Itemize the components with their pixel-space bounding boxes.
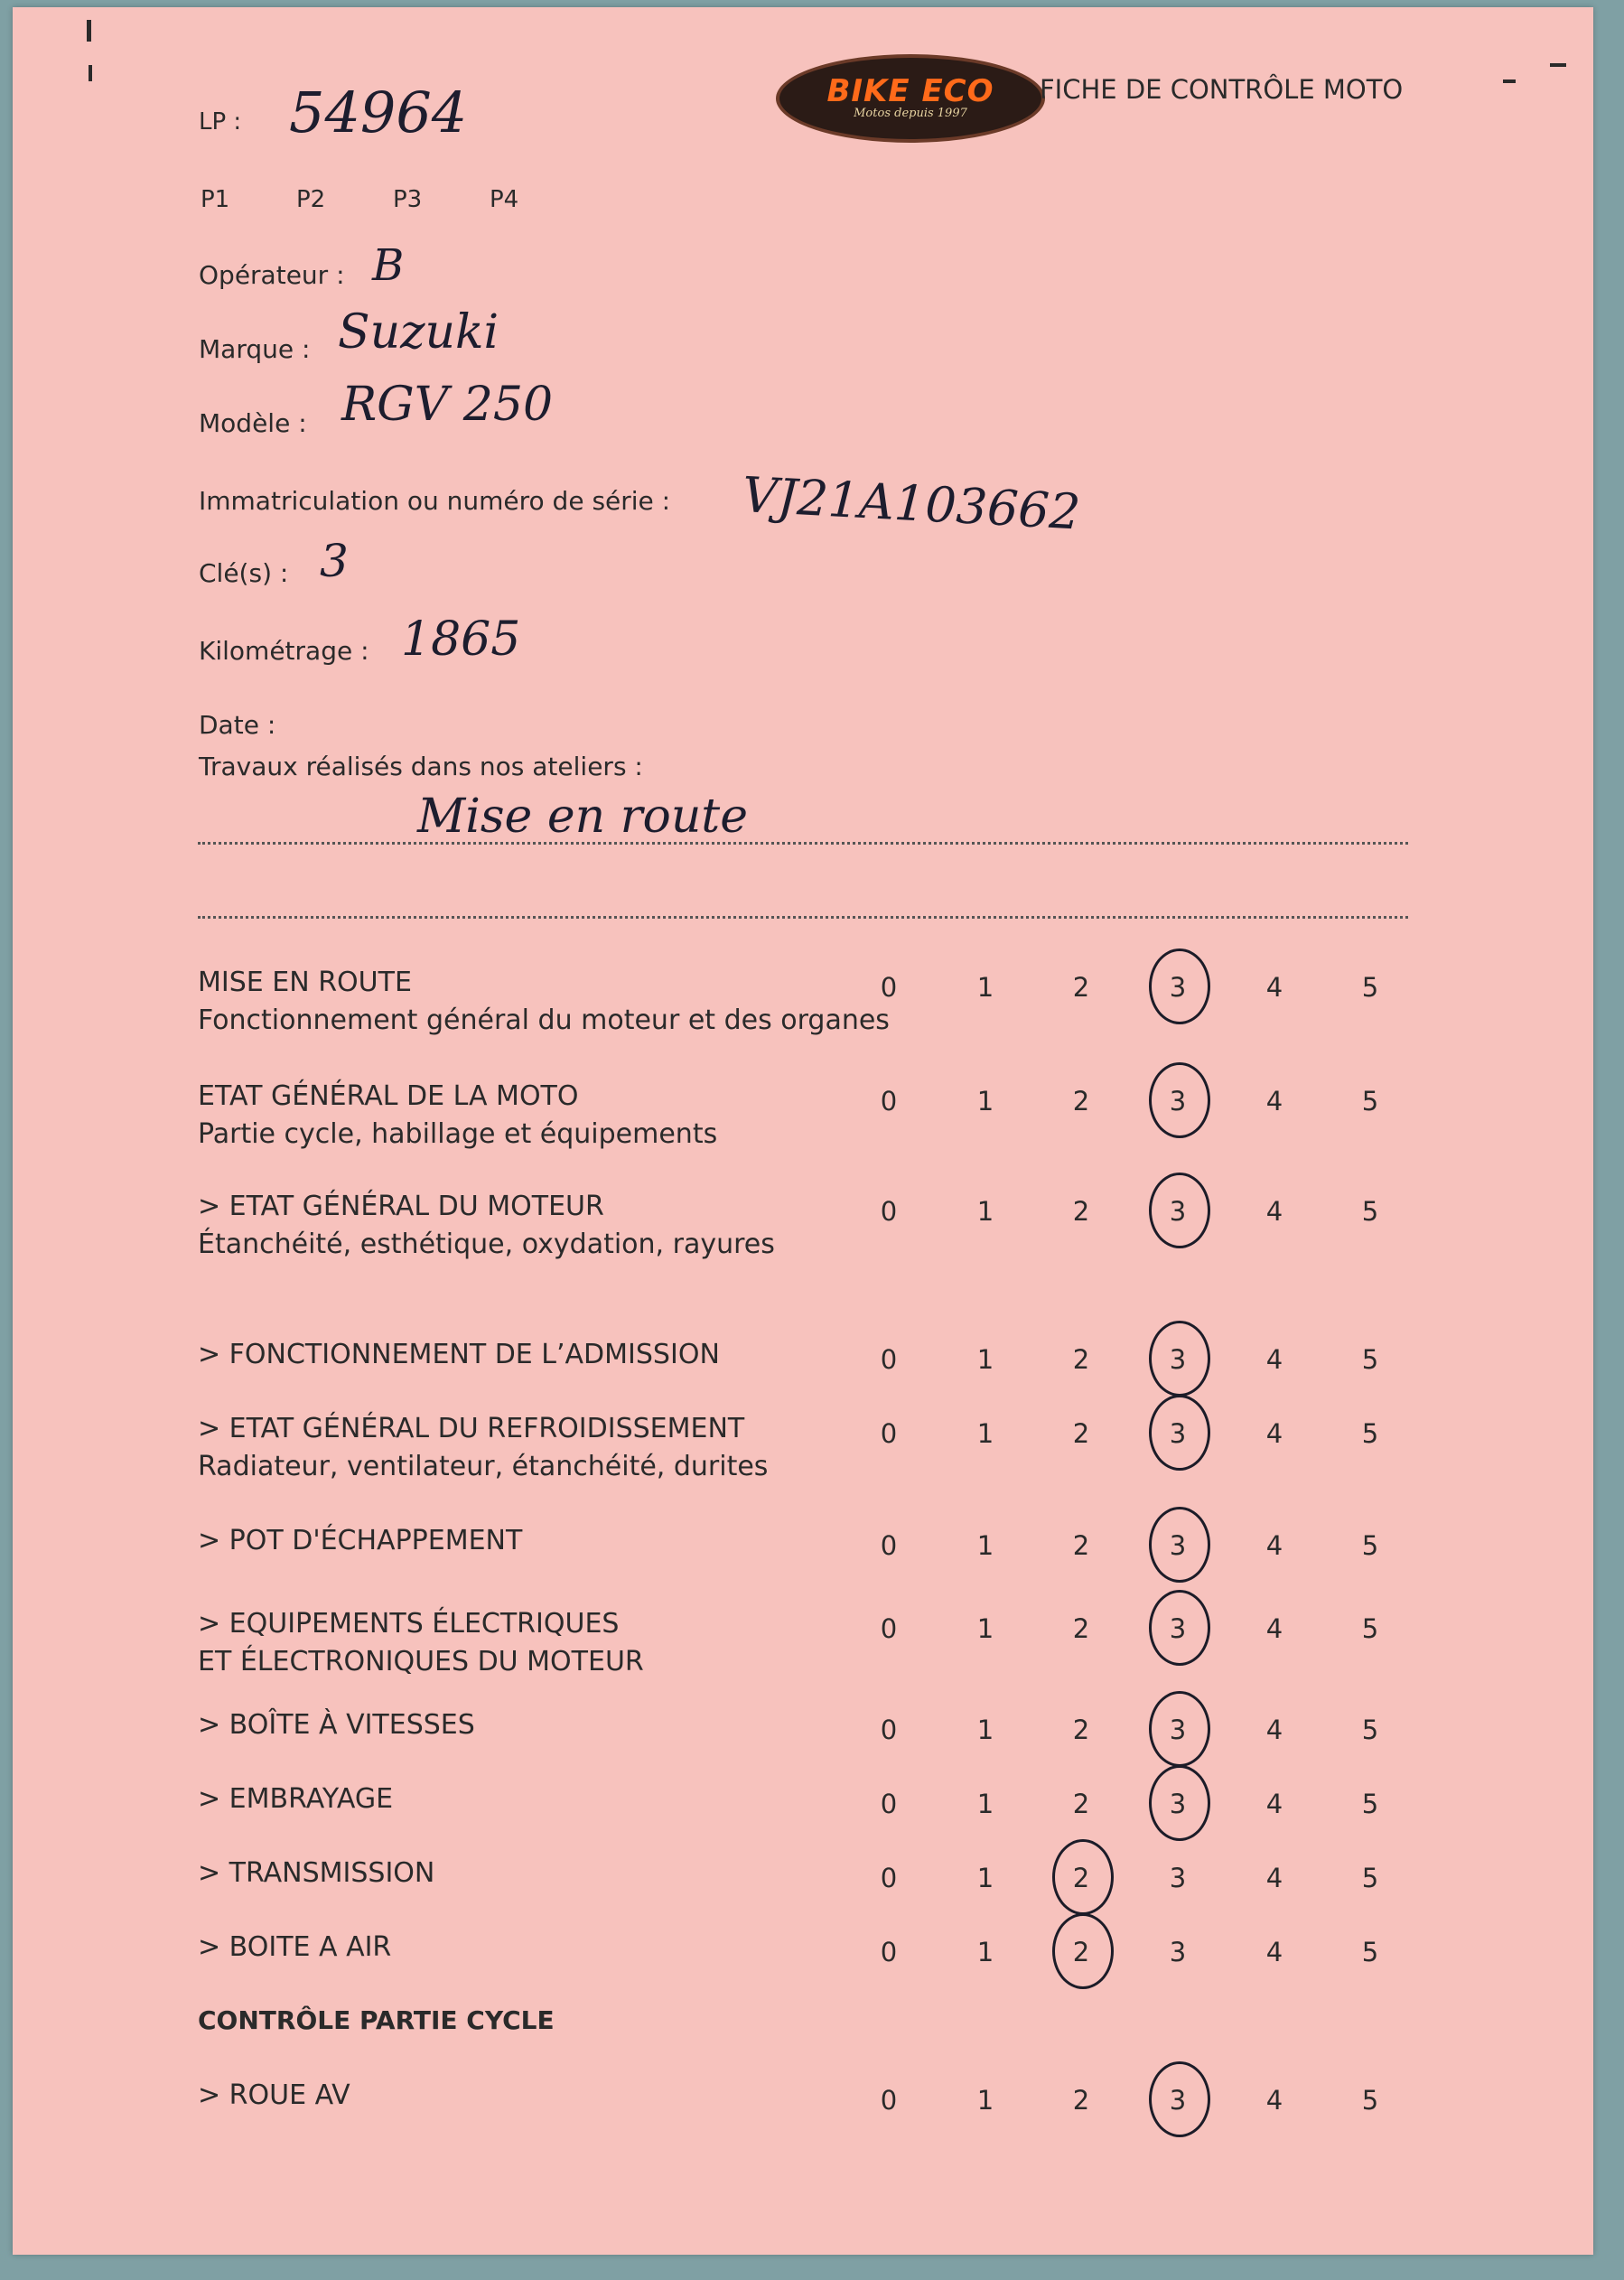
rating-5: 5 bbox=[1361, 1344, 1379, 1375]
check-subtitle: Radiateur, ventilateur, étanchéité, durites bbox=[198, 1451, 769, 1482]
check-subtitle: Fonctionnement général du moteur et des organes bbox=[198, 1005, 890, 1036]
works-value: Mise en route bbox=[417, 790, 748, 844]
rating-0: 0 bbox=[880, 972, 898, 1003]
rating-5: 5 bbox=[1361, 2085, 1379, 2116]
check-title: > ETAT GÉNÉRAL DU REFROIDISSEMENT bbox=[198, 1413, 745, 1444]
rating-1: 1 bbox=[976, 1530, 994, 1561]
rating-5: 5 bbox=[1361, 1715, 1379, 1745]
rating-2: 2 bbox=[1072, 1530, 1090, 1561]
operator-label: Opérateur : bbox=[199, 260, 345, 290]
position-p3: P3 bbox=[393, 186, 423, 213]
logo-text: BIKE ECO bbox=[826, 73, 994, 109]
rating-2: 2 bbox=[1072, 1344, 1090, 1375]
rating-2: 2 bbox=[1072, 1418, 1090, 1449]
rating-1: 1 bbox=[976, 1863, 994, 1893]
rating-2: 2 bbox=[1072, 1715, 1090, 1745]
position-p2: P2 bbox=[296, 186, 326, 213]
rating-0: 0 bbox=[880, 1789, 898, 1819]
rating-1: 1 bbox=[976, 1937, 994, 1967]
rating-1: 1 bbox=[976, 1086, 994, 1117]
rating-3: 3 bbox=[1169, 1789, 1187, 1819]
rating-4: 4 bbox=[1265, 1344, 1283, 1375]
keys-value: 3 bbox=[320, 535, 349, 587]
rating-3: 3 bbox=[1169, 1613, 1187, 1644]
keys-label: Clé(s) : bbox=[199, 558, 289, 588]
check-title: > POT D'ÉCHAPPEMENT bbox=[198, 1525, 523, 1556]
check-title: ETAT GÉNÉRAL DE LA MOTO bbox=[198, 1080, 579, 1112]
rating-5: 5 bbox=[1361, 1613, 1379, 1644]
rating-0: 0 bbox=[880, 1937, 898, 1967]
rating-0: 0 bbox=[880, 1530, 898, 1561]
rating-0: 0 bbox=[880, 1715, 898, 1745]
rating-0: 0 bbox=[880, 1086, 898, 1117]
rating-4: 4 bbox=[1265, 2085, 1283, 2116]
rating-1: 1 bbox=[976, 1418, 994, 1449]
score-circle bbox=[1149, 948, 1210, 1024]
rating-3: 3 bbox=[1169, 1715, 1187, 1745]
date-label: Date : bbox=[199, 710, 276, 740]
position-p4: P4 bbox=[490, 186, 519, 213]
check-title: > TRANSMISSION bbox=[198, 1857, 435, 1889]
check-subtitle: ET ÉLECTRONIQUES DU MOTEUR bbox=[198, 1646, 644, 1677]
check-title: > ROUE AV bbox=[198, 2079, 350, 2111]
brand-label: Marque : bbox=[199, 334, 311, 364]
margin-tick-mark bbox=[1503, 79, 1516, 83]
score-circle bbox=[1149, 1173, 1210, 1248]
rating-2: 2 bbox=[1072, 1086, 1090, 1117]
rating-5: 5 bbox=[1361, 1789, 1379, 1819]
rating-0: 0 bbox=[880, 2085, 898, 2116]
rating-2: 2 bbox=[1072, 2085, 1090, 2116]
rating-1: 1 bbox=[976, 2085, 994, 2116]
mileage-value: 1865 bbox=[401, 612, 521, 667]
rating-5: 5 bbox=[1361, 1863, 1379, 1893]
mileage-label: Kilométrage : bbox=[199, 636, 369, 666]
logo-subtext: Motos depuis 1997 bbox=[854, 107, 967, 120]
score-circle bbox=[1149, 2061, 1210, 2137]
rating-0: 0 bbox=[880, 1613, 898, 1644]
rating-5: 5 bbox=[1361, 972, 1379, 1003]
control-sheet bbox=[13, 7, 1593, 2255]
lp-value: 54964 bbox=[289, 79, 468, 145]
lp-label: LP : bbox=[199, 108, 242, 135]
rating-4: 4 bbox=[1265, 1196, 1283, 1227]
check-subtitle: Partie cycle, habillage et équipements bbox=[198, 1118, 718, 1150]
rating-2: 2 bbox=[1072, 1613, 1090, 1644]
model-value: RGV 250 bbox=[341, 378, 554, 432]
check-title: > FONCTIONNEMENT DE L’ADMISSION bbox=[198, 1339, 720, 1370]
registration-value: VJ21A103662 bbox=[741, 466, 1082, 541]
score-circle bbox=[1149, 1395, 1210, 1471]
score-circle bbox=[1149, 1321, 1210, 1397]
operator-value: B bbox=[372, 240, 405, 291]
check-title: > BOÎTE À VITESSES bbox=[198, 1709, 475, 1741]
rating-1: 1 bbox=[976, 1344, 994, 1375]
rating-4: 4 bbox=[1265, 1613, 1283, 1644]
rating-4: 4 bbox=[1265, 1937, 1283, 1967]
rating-4: 4 bbox=[1265, 1530, 1283, 1561]
rating-0: 0 bbox=[880, 1863, 898, 1893]
rating-2: 2 bbox=[1072, 972, 1090, 1003]
rating-0: 0 bbox=[880, 1418, 898, 1449]
rating-2: 2 bbox=[1072, 1789, 1090, 1819]
margin-tick-mark bbox=[1550, 63, 1566, 67]
rating-1: 1 bbox=[976, 972, 994, 1003]
rating-4: 4 bbox=[1265, 1863, 1283, 1893]
check-subtitle: Étanchéité, esthétique, oxydation, rayures bbox=[198, 1229, 775, 1260]
score-circle bbox=[1052, 1913, 1114, 1989]
model-label: Modèle : bbox=[199, 408, 307, 438]
brand-value: Suzuki bbox=[338, 305, 499, 360]
registration-label: Immatriculation ou numéro de série : bbox=[199, 486, 671, 516]
rating-0: 0 bbox=[880, 1344, 898, 1375]
rating-3: 3 bbox=[1169, 1418, 1187, 1449]
rating-4: 4 bbox=[1265, 1789, 1283, 1819]
rating-3: 3 bbox=[1169, 972, 1187, 1003]
score-circle bbox=[1149, 1691, 1210, 1767]
rating-4: 4 bbox=[1265, 972, 1283, 1003]
form-title: FICHE DE CONTRÔLE MOTO bbox=[1040, 74, 1404, 105]
rating-1: 1 bbox=[976, 1715, 994, 1745]
rating-3: 3 bbox=[1169, 1086, 1187, 1117]
rating-0: 0 bbox=[880, 1196, 898, 1227]
rating-5: 5 bbox=[1361, 1196, 1379, 1227]
score-circle bbox=[1149, 1590, 1210, 1666]
margin-tick-mark bbox=[89, 65, 92, 81]
rating-3: 3 bbox=[1169, 2085, 1187, 2116]
check-title: > BOITE A AIR bbox=[198, 1931, 392, 1963]
rating-1: 1 bbox=[976, 1613, 994, 1644]
score-circle bbox=[1052, 1839, 1114, 1915]
check-title: > EQUIPEMENTS ÉLECTRIQUES bbox=[198, 1608, 620, 1640]
rating-5: 5 bbox=[1361, 1937, 1379, 1967]
margin-tick-mark bbox=[87, 20, 91, 42]
rating-2: 2 bbox=[1072, 1196, 1090, 1227]
rating-3: 3 bbox=[1169, 1530, 1187, 1561]
rating-3: 3 bbox=[1169, 1863, 1187, 1893]
works-label: Travaux réalisés dans nos ateliers : bbox=[199, 752, 643, 781]
rating-3: 3 bbox=[1169, 1196, 1187, 1227]
rating-5: 5 bbox=[1361, 1530, 1379, 1561]
rating-1: 1 bbox=[976, 1789, 994, 1819]
works-line-1 bbox=[198, 842, 1408, 845]
score-circle bbox=[1149, 1507, 1210, 1583]
rating-1: 1 bbox=[976, 1196, 994, 1227]
score-circle bbox=[1149, 1062, 1210, 1138]
rating-2: 2 bbox=[1072, 1937, 1090, 1967]
check-title: > ETAT GÉNÉRAL DU MOTEUR bbox=[198, 1191, 604, 1222]
works-line-2 bbox=[198, 916, 1408, 919]
rating-4: 4 bbox=[1265, 1715, 1283, 1745]
rating-3: 3 bbox=[1169, 1937, 1187, 1967]
score-circle bbox=[1149, 1765, 1210, 1841]
bike-eco-logo bbox=[776, 54, 1045, 143]
rating-5: 5 bbox=[1361, 1418, 1379, 1449]
position-p1: P1 bbox=[201, 186, 230, 213]
rating-4: 4 bbox=[1265, 1086, 1283, 1117]
rating-5: 5 bbox=[1361, 1086, 1379, 1117]
check-title: > EMBRAYAGE bbox=[198, 1783, 394, 1815]
section-heading-cycle: CONTRÔLE PARTIE CYCLE bbox=[198, 2005, 555, 2035]
check-title: MISE EN ROUTE bbox=[198, 967, 412, 998]
rating-3: 3 bbox=[1169, 1344, 1187, 1375]
rating-4: 4 bbox=[1265, 1418, 1283, 1449]
rating-2: 2 bbox=[1072, 1863, 1090, 1893]
